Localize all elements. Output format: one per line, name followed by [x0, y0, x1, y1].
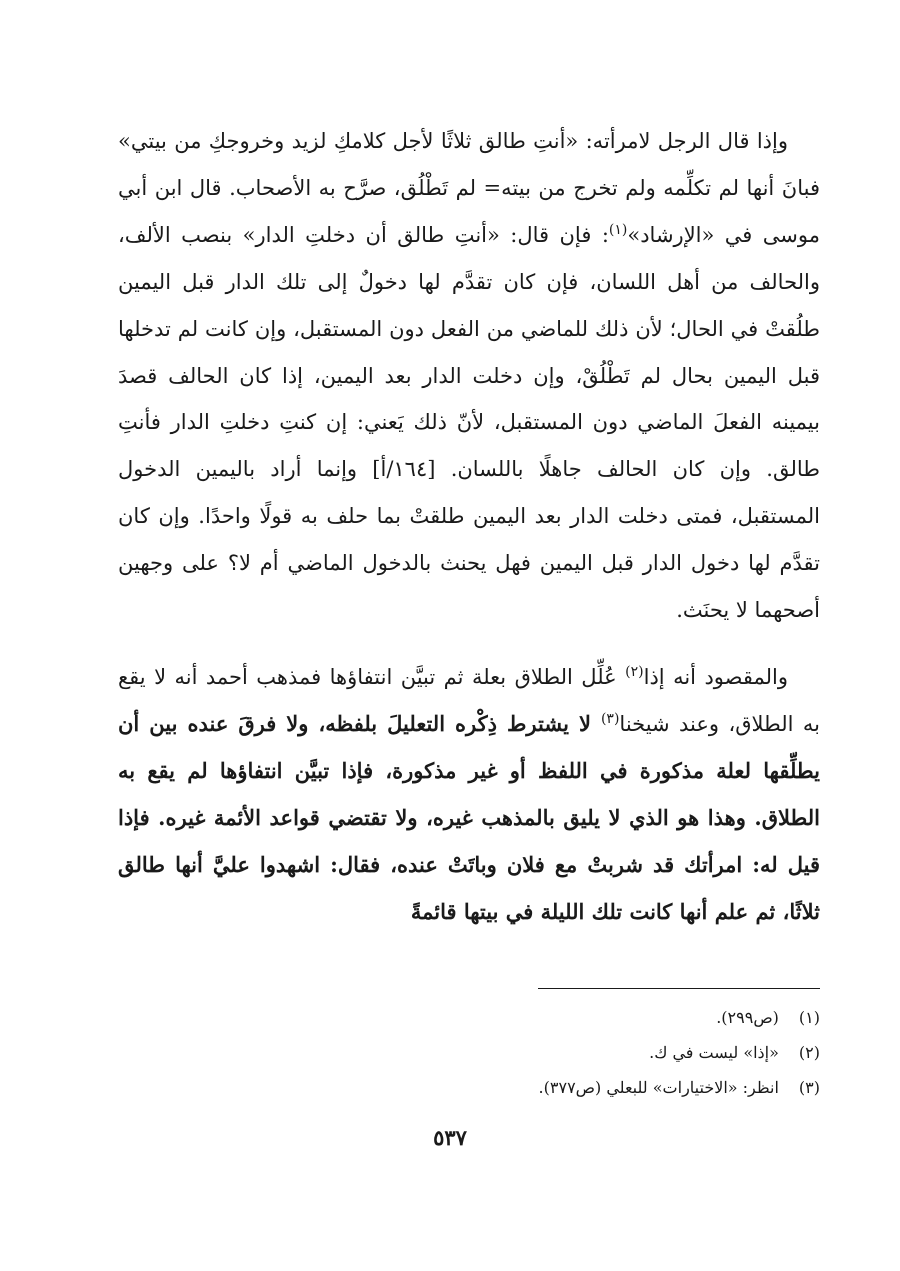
paragraph-2-text-a: والمقصود أنه إذا — [643, 664, 789, 689]
paragraph-2-emphasis: لا يشترط ذِكْره التعليلَ بلفظه، ولا فرقَ عنده بين أن يطلِّقها لعلة مذكورة في اللفظ أو غير مذكورة، فإذا تبيَّن انتفاؤها لم يقع به الطلاق. وهذا هو الذي لا يليق بالمذهب غيره، ولا تقتضي قواعد الأئمة غيره. فإذا قيل له: امرأتك قد شربتْ مع فلان وباتَتْ عنده، فقال: اشهدوا عليَّ أنها طالق ثلاثًا، ثم علم أنها كانت تلك الليلة في بيتها قائمةً — [118, 710, 820, 924]
footnote-1-text: (ص٢٩٩). — [716, 1008, 779, 1027]
main-text — [118, 118, 820, 935]
footnote-separator — [538, 988, 820, 989]
footnote-ref-1[interactable]: (١) — [608, 221, 628, 238]
footnote-3-text: انظر: «الاختيارات» للبعلي (ص٣٧٧). — [538, 1078, 779, 1097]
footnote-3-number: (٣) — [798, 1078, 820, 1097]
footnote-2-text: «إذا» ليست في ك. — [649, 1043, 779, 1062]
footnote-ref-2[interactable]: (٢) — [625, 663, 644, 680]
paragraph-1 — [118, 118, 820, 634]
footnote-2 — [220, 1035, 820, 1070]
paragraph-1-text-b: : فإن قال: «أنتِ طالق أن دخلتِ الدار» بنصب الألف، والحالف من أهل اللسان، فإن كان تقدَّم لها دخولٌ إلى تلك الدار قبل اليمين طلُقتْ في الحال؛ لأن ذلك للماضي من الفعل دون المستقبل، وإن كانت لم تدخلها قبل اليمين بحال لم تَطْلُقْ، وإن دخلت الدار بعد اليمين، إذا كان الحالف قصدَ بيمينه الفعلَ الماضي دون المستقبل، لأنّ ذلك يَعني: إن كنتِ دخلتِ الدار فأنتِ طالق. وإن كان الحالف جاهلًا باللسان. [١٦٤/أ] وإنما أراد باليمين الدخول المستقبل، فمتى دخلت الدار بعد اليمين طلقتْ بما حلف به قولًا واحدًا. وإن كان تقدَّم لها دخول الدار قبل اليمين فهل يحنث بالدخول الماضي أم لا؟ على وجهين أصحهما لا يحنَث. — [118, 222, 821, 623]
footnotes — [220, 1000, 820, 1105]
footnote-ref-3[interactable]: (٣) — [600, 710, 620, 727]
footnote-2-number: (٢) — [798, 1043, 820, 1062]
page-number: ٥٣٧ — [433, 1125, 467, 1150]
footnote-3 — [220, 1070, 820, 1105]
paragraph-2 — [118, 654, 820, 935]
footnote-1-number: (١) — [798, 1008, 820, 1027]
paragraph-1-text-a: وإذا قال الرجل لامرأته: «أنتِ طالق ثلاثًا لأجل كلامكِ لزيد وخروجكِ من بيتي» فبانَ أنها لم تكلِّمه ولم تخرج من بيته= لم تَطْلُق، صرَّح به الأصحاب. قال ابن أبي موسى في «الإرشاد» — [118, 129, 820, 247]
paragraph-2-text-b: عُلِّل الطلاق بعلة ثم تبيَّن انتفاؤها فمذهب أحمد أنه لا يقع به الطلاق، وعند شيخنا — [118, 664, 820, 736]
footnote-1 — [220, 1000, 820, 1035]
